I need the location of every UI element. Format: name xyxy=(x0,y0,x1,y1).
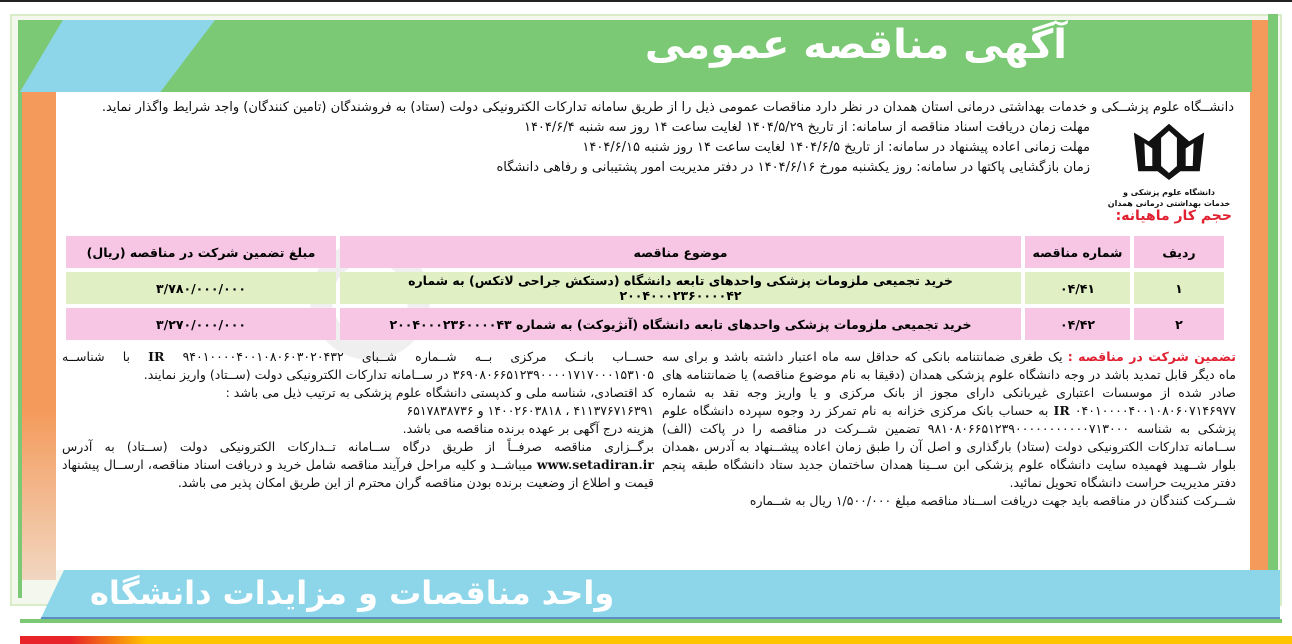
documents-fee-text: شــرکت کنندگان در مناقصه باید جهت دریافت اســناد مناقصه مبلغ ۱/۵۰۰/۰۰۰ ریال به شــماره xyxy=(749,493,1236,508)
setadiran-link[interactable]: www.setadiran.ir xyxy=(536,457,654,472)
codes-label: کد اقتصادی، شناسه ملی و کدپستی دانشگاه علوم پزشکی به ترتیب ذیل می باشد : xyxy=(225,385,654,400)
guarantee-section xyxy=(662,348,1236,510)
intro-line: دانشــگاه علوم پزشــکی و خدمات بهداشتی درمانی استان همدان در نظر دارد مناقصات عمومی ذیل را از طریق سامانه تدارکات الکترونیکی دولت (ستاد) به فروشندگان (تامین کنندگان) واجد شرایط واگذار نماید. xyxy=(101,100,1234,115)
left-orange-strip xyxy=(20,20,56,580)
intro-text xyxy=(58,98,1234,209)
footer-green-line xyxy=(20,619,1282,623)
logo-caption-1: دانشگاه علوم پزشکی و xyxy=(1123,188,1215,197)
logo-caption-2: خدمات بهداشتی درمانی همدان xyxy=(1107,199,1231,208)
header-row-number: ردیف xyxy=(1134,236,1224,268)
notice-title: آگهی مناقصه عمومی xyxy=(644,22,1067,68)
conditions-section xyxy=(62,348,654,492)
cell-row: ۱ xyxy=(1134,272,1224,304)
right-orange-strip xyxy=(1250,20,1268,580)
intro-line: مهلت زمان دریافت اسناد مناقصه از سامانه: از تاریخ ۱۴۰۴/۵/۲۹ لغایت ساعت ۱۴ روز سه شنبه ۱۴۰۴/۶/۴ xyxy=(523,120,1090,135)
guarantee-text: یک طغری ضمانتنامه بانکی که حداقل سه ماه اعتبار داشته باشد و برای سه ماه دیگر قابل تمدید باشد در وجه دانشگاه علوم پزشکی همدان (دقیقا به نام موضوع مناقصه) یا ضمانتنامه های صادر شده از موسسات اعتباری غیربانکی دارای مجوز از بانک مرکزی و یا واریز وجه نقد به شماره ۰۴۰۱۰۰۰۰۴۰۰۱۰۸۰۶۰۷۱۴۶۹۷۷ xyxy=(662,349,1236,418)
codes-values: ۴۱۱۳۷۶۷۱۶۳۹۱ ، ۱۴۰۰۲۶۰۳۸۱۸ و ۶۵۱۷۸۳۸۷۳۶ xyxy=(406,403,654,418)
guarantee-label: تضمین شرکت در مناقصه : xyxy=(1067,349,1236,364)
cell-subject: خرید تجمیعی ملزومات پزشکی واحدهای تابعه دانشگاه (آنژیوکت) به شماره ۲۰۰۴۰۰۰۲۳۶۰۰۰۰۴۳ xyxy=(340,308,1021,340)
university-logo xyxy=(1104,118,1234,209)
cell-number: ۰۴/۴۲ xyxy=(1025,308,1130,340)
left-green-strip xyxy=(18,20,22,598)
top-rule xyxy=(0,0,1292,2)
ad-cost-text: هزینه درج آگهی بر عهده برنده مناقصه می باشد. xyxy=(402,421,654,436)
header-tender-number: شماره مناقصه xyxy=(1025,236,1130,268)
intro-line: زمان بازگشایی پاکتها در سامانه: روز یکشنبه مورخ ۱۴۰۴/۶/۱۶ در دفتر مدیریت امور پشتیبانی و رفاهی دانشگاه xyxy=(496,160,1090,175)
header-guarantee: مبلغ تضمین شرکت در مناقصه (ریال) xyxy=(66,236,336,268)
header-subject: موضوع مناقصه xyxy=(340,236,1021,268)
portal-text: برگــزاری مناقصه صرفــاً از طریق درگاه ســامانه تــدارکات الکترونیکی دولت (ســتاد) به آدرس xyxy=(62,439,654,454)
guarantee-text: به حساب بانک مرکزی خزانه به نام تمرکز رد وجوه سپرده دانشگاه علوم پزشکی به شناسه ۹۸۱۰۸۰۶۶۵۱۲۳۹۰۰۰۰۰۰۰۰۰۰۰۷۱۳۰۰۰ تضمین شــرکت در مناقصه را در پاکت (الف) ســامانه تدارکات الکترونیکی دولت (ستاد) بارگذاری و اصل آن را طبق زمان اعاده پیشــنهاد به آدرس ،همدان بلوار شــهید فهمیده سایت دانشگاه علوم پزشکی ابن ســینا همدان ساختمان جدید ستاد دانشگاه طبقه پنجم دفتر مدیریت حراست دانشگاه تحویل نمائید. xyxy=(662,403,1236,490)
cell-number: ۰۴/۴۱ xyxy=(1025,272,1130,304)
cell-row: ۲ xyxy=(1134,308,1224,340)
bottom-color-bar xyxy=(20,636,1292,644)
monthly-volume-label: حجم کار ماهیانه: xyxy=(1115,208,1232,224)
account-text: با شناســه ۳۶۹۰۸۰۶۶۵۱۲۳۹۰۰۰۰۱۷۱۷۰۰۰۱۵۳۱۰۵ در ســامانه تدارکات الکترونیکی دولت (ســتاد) واریز نمایند. xyxy=(62,349,654,382)
table-row xyxy=(66,308,1224,340)
cell-guarantee: ۳/۷۸۰/۰۰۰/۰۰۰ xyxy=(66,272,336,304)
tender-table xyxy=(62,232,1228,344)
cell-subject: خرید تجمیعی ملزومات پزشکی واحدهای تابعه دانشگاه (دستکش جراحی لاتکس) به شماره ۲۰۰۴۰۰۰۲۳۶۰۰۰۰۴۲ xyxy=(340,272,1021,304)
cell-guarantee: ۳/۲۷۰/۰۰۰/۰۰۰ xyxy=(66,308,336,340)
footer-banner-text: واحد مناقصات و مزایدات دانشگاه xyxy=(90,574,615,612)
iban-prefix: IR xyxy=(148,349,165,364)
portal-text: میباشــد و کلیه مراحل فرآیند مناقصه شامل خرید و دریافت اسناد مناقصه، ارســال پیشنهاد قیمت و اطلاع از وضعیت برنده بودن مناقصه گران محترم از این طریق امکان پذیر می باشد. xyxy=(62,457,654,490)
iban-prefix: IR xyxy=(1053,403,1070,418)
university-emblem-icon xyxy=(1129,122,1209,180)
table-row xyxy=(66,272,1224,304)
intro-line: مهلت زمانی اعاده پیشنهاد در سامانه: از تاریخ ۱۴۰۴/۶/۵ لغایت ساعت ۱۴ روز شنبه ۱۴۰۴/۶/۱۵ xyxy=(582,140,1090,155)
account-text: حســاب بانــک مرکزی بــه شــماره شــبای ۹۴۰۱۰۰۰۰۴۰۰۱۰۸۰۶۰۳۰۲۰۴۳۲ xyxy=(164,349,654,364)
right-green-strip xyxy=(1268,14,1278,604)
